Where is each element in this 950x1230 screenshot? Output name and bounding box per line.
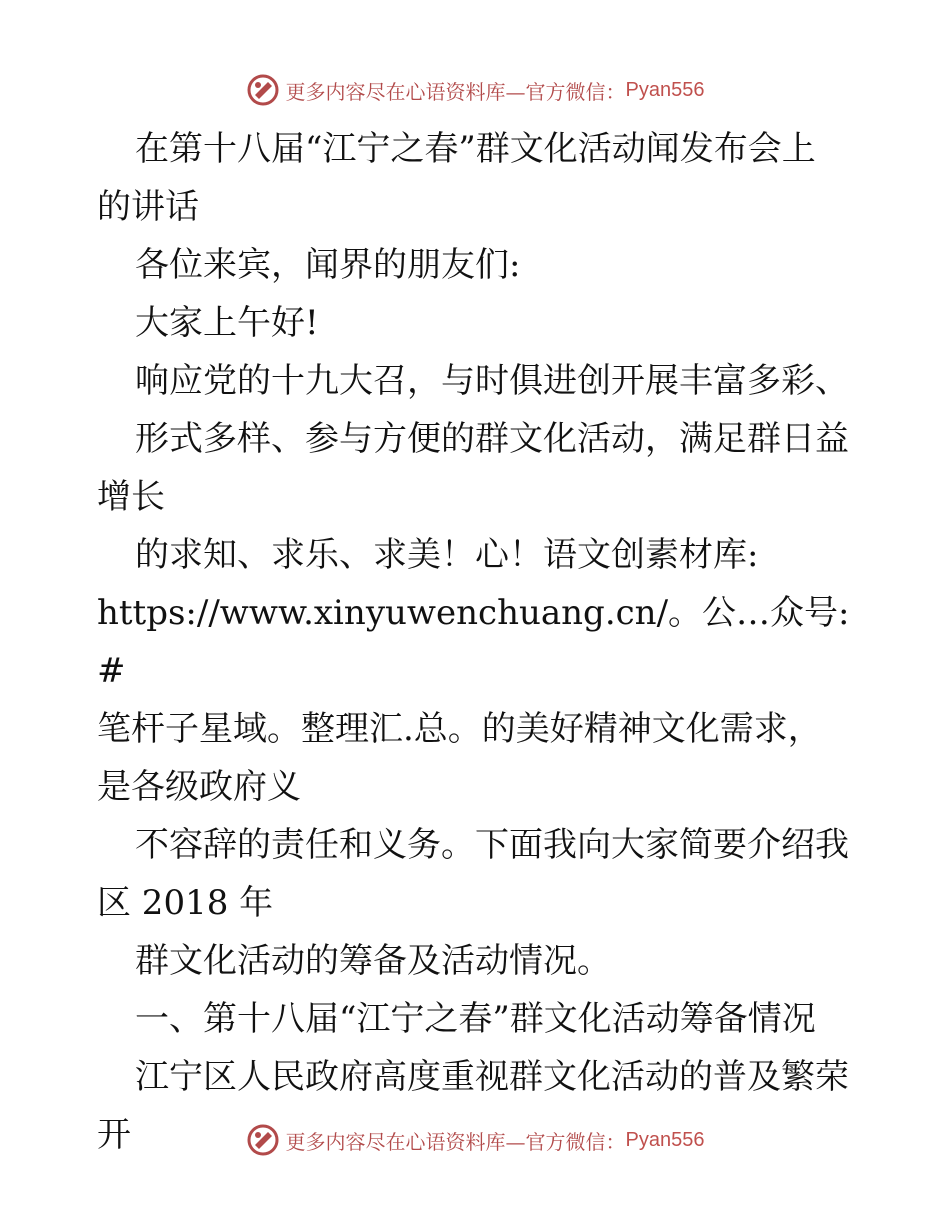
banner-wechat-id: Pyan556 (625, 78, 705, 101)
paragraph: 笔杆子星域。整理汇.总。的美好精神文化需求， (97, 709, 822, 749)
banner-text: 更多内容尽在心语资料库—官方微信： (285, 79, 626, 104)
paragraph: 群文化活动的筹备及活动情况。 (135, 941, 611, 981)
footer-banner (0, 1120, 950, 1160)
paragraph: 是各级政府义 (97, 767, 301, 807)
paragraph: 增长 (97, 477, 165, 517)
paragraph: 各位来宾，闻界的朋友们: (135, 245, 521, 285)
paragraph: 开 (97, 1115, 131, 1155)
paragraph: https://www.xinyuwenchuang.cn/。公…众号: # (97, 593, 850, 691)
document-body (97, 120, 857, 1164)
banner-wechat-id: Pyan556 (625, 1128, 705, 1151)
library-logo-icon (246, 1123, 280, 1157)
paragraph: 响应党的十九大召，与时俱进创开展丰富多彩、 (135, 361, 849, 401)
library-logo-icon (246, 73, 280, 107)
paragraph: 区 2018 年 (97, 883, 274, 923)
paragraph: 不容辞的责任和义务。下面我向大家简要介绍我 (135, 825, 849, 865)
paragraph: 江宁区人民政府高度重视群文化活动的普及繁荣 (135, 1057, 849, 1097)
paragraph: 的讲话 (97, 187, 199, 227)
paragraph: 形式多样、参与方便的群文化活动，满足群日益 (135, 419, 849, 459)
paragraph: 的求知、求乐、求美！心！语文创素材库: (135, 535, 759, 575)
header-banner (0, 70, 950, 110)
banner-text: 更多内容尽在心语资料库—官方微信： (285, 1129, 626, 1154)
paragraph: 大家上午好! (135, 303, 319, 343)
paragraph: 一、第十八届“江宁之春”群文化活动筹备情况 (135, 999, 816, 1039)
paragraph: 在第十八届“江宁之春”群文化活动闻发布会上 (135, 129, 816, 169)
